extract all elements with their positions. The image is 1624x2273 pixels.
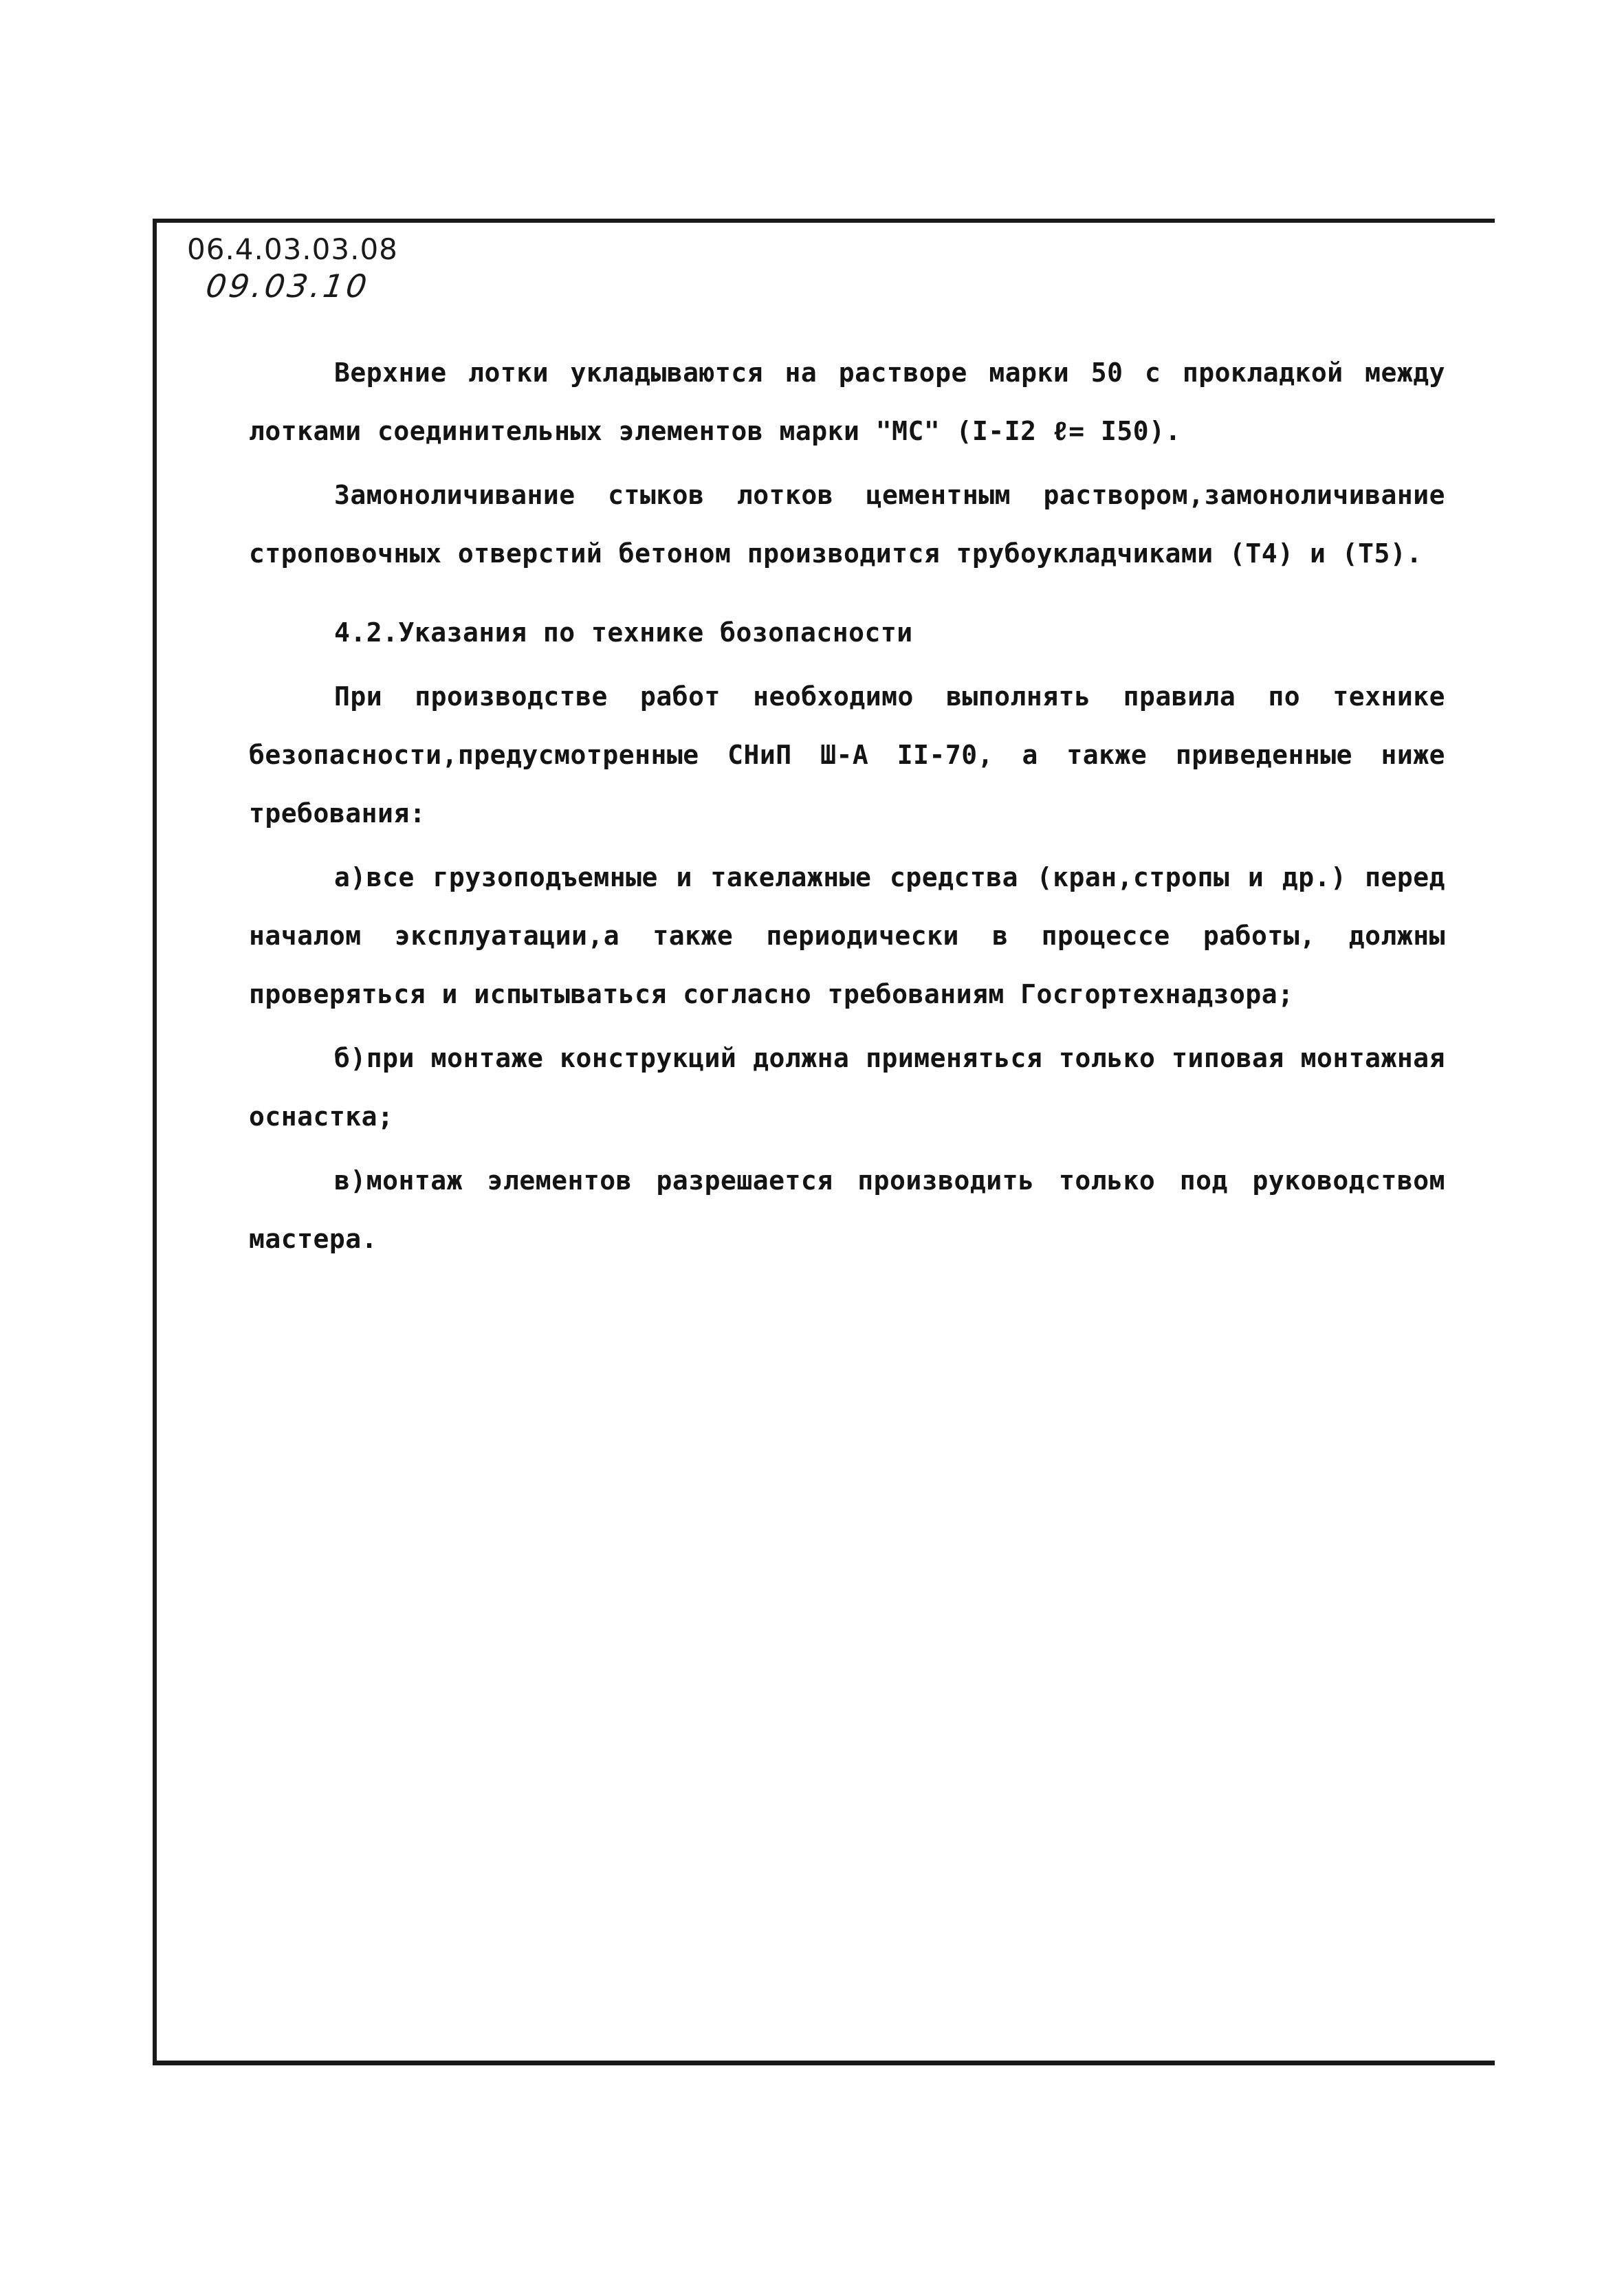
section-heading-safety: 4.2.Указания по технике бозопасности (334, 617, 913, 648)
paragraph-safety-intro: При производстве работ необходимо выполнять правила по технике безопасности,предусмотренные СНиП Ш-А II-70, а также приведенные ниже требования: (249, 681, 1445, 828)
list-item-a: а)все грузоподъемные и такелажные средства (кран,стропы и др.) перед началом эксплуатации,а также периодически в процессе работы, должны проверяться и испытываться согласно требованиям Госгортехнадзора; (249, 862, 1445, 1009)
handwritten-date: 09.03.10 (204, 267, 372, 305)
paragraph-upper-trays: Верхние лотки укладываются на растворе марки 50 с прокладкой между лотками соединительных элементов марки "МС" (I-I2 ℓ= I50). (249, 358, 1445, 446)
document-body (249, 344, 1445, 1269)
document-code: 06.4.03.03.08 (187, 232, 398, 266)
list-item-c: в)монтаж элементов разрешается производить только под руководством мастера. (249, 1165, 1445, 1254)
paragraph-joint-grouting: Замоноличивание стыков лотков цементным раствором,замоноличивание строповочных отверстий бетоном производится трубоукладчиками (Т4) и (Т5). (249, 480, 1445, 569)
list-item-b: б)при монтаже конструкций должна применяться только типовая монтажная оснастка; (249, 1043, 1445, 1132)
